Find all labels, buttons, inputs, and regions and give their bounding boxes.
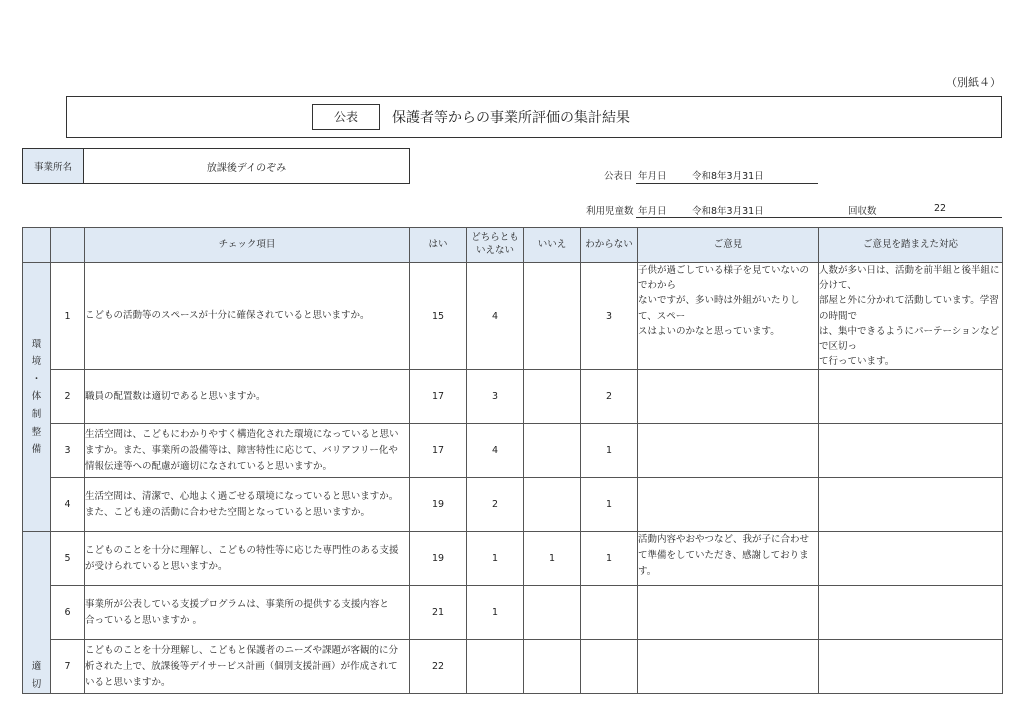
header-check-item: チェック項目	[85, 228, 410, 263]
opinion-text: 活動内容やおやつなど、我が子に合わせ て準備をしていただき、感謝しておりま す。	[638, 532, 819, 586]
row-number: 1	[51, 263, 85, 370]
count-yes: 17	[410, 424, 467, 478]
header-unknown: わからない	[581, 228, 638, 263]
table-row	[23, 370, 1003, 424]
count-unknown	[581, 586, 638, 640]
opinion-text	[638, 424, 819, 478]
user-count-date-unit: 年月日	[638, 206, 667, 217]
table-row	[23, 424, 1003, 478]
category-appropriate: 適 切	[23, 532, 51, 694]
count-neither: 4	[467, 424, 524, 478]
question-text: こどものことを十分に理解し、こどもの特性等に応じた専門性のある支援 が受けられていると思いますか。	[85, 532, 410, 586]
user-count-label: 利用児童数	[586, 206, 634, 217]
opinion-text	[638, 640, 819, 694]
row-number: 6	[51, 586, 85, 640]
count-neither: 1	[467, 586, 524, 640]
table-row	[23, 478, 1003, 532]
opinion-text	[638, 370, 819, 424]
header-yes: はい	[410, 228, 467, 263]
table-row	[23, 532, 1003, 586]
response-text: 人数が多い日は、活動を前半組と後半組に分けて、 部屋と外に分かれて活動しています。学習の時間で は、集中できるようにパーテーションなどで区切っ て行っています。	[819, 263, 1003, 370]
response-text	[819, 586, 1003, 640]
response-text	[819, 640, 1003, 694]
row-number: 5	[51, 532, 85, 586]
count-no	[524, 640, 581, 694]
collected-label: 回収数	[848, 206, 877, 217]
office-name-label: 事業所名	[23, 149, 84, 183]
opinion-text	[638, 586, 819, 640]
count-yes: 22	[410, 640, 467, 694]
table-header-row	[23, 228, 1003, 263]
publish-date-label: 公表日	[604, 171, 633, 182]
count-unknown: 1	[581, 532, 638, 586]
opinion-text: 子供が過ごしている様子を見ていないのでわから ないですが、多い時は外組がいたりして、スペー スはよいのかなと思っています。	[638, 263, 819, 370]
count-unknown: 1	[581, 478, 638, 532]
count-unknown: 2	[581, 370, 638, 424]
count-unknown: 1	[581, 424, 638, 478]
count-no: 1	[524, 532, 581, 586]
response-text	[819, 424, 1003, 478]
count-yes: 21	[410, 586, 467, 640]
header-number	[51, 228, 85, 263]
response-text	[819, 532, 1003, 586]
count-unknown	[581, 640, 638, 694]
header-no: いいえ	[524, 228, 581, 263]
appendix-label: （別紙４）	[946, 76, 1001, 89]
count-no	[524, 424, 581, 478]
question-text: 生活空間は、清潔で、心地よく過ごせる環境になっていると思いますか。 また、こども達の活動に合わせた空間となっていると思いますか。	[85, 478, 410, 532]
response-text	[819, 370, 1003, 424]
question-text: こどものことを十分理解し、こどもと保護者のニーズや課題が客観的に分 析された上で、放課後等デイサービス計画（個別支援計画）が作成されて いると思いますか。	[85, 640, 410, 694]
header-category	[23, 228, 51, 263]
count-no	[524, 263, 581, 370]
header-opinion: ご意見	[638, 228, 819, 263]
table-row	[23, 263, 1003, 370]
count-neither: 4	[467, 263, 524, 370]
collected-count: 22	[934, 203, 947, 214]
question-text: こどもの活動等のスペースが十分に確保されていると思いますか。	[85, 263, 410, 370]
user-count-date-value: 令和8年3月31日	[692, 206, 764, 217]
row-number: 7	[51, 640, 85, 694]
count-no	[524, 586, 581, 640]
count-unknown: 3	[581, 263, 638, 370]
table-row	[23, 586, 1003, 640]
count-neither: 3	[467, 370, 524, 424]
count-yes: 17	[410, 370, 467, 424]
count-yes: 19	[410, 478, 467, 532]
table-row	[23, 640, 1003, 694]
question-text: 生活空間は、こどもにわかりやすく構造化された環境になっていると思い ますか。また、事業所の設備等は、障害特性に応じて、バリアフリー化や 情報伝達等への配慮が適切になされていると思いますか。	[85, 424, 410, 478]
office-name-value: 放課後デイのぞみ	[206, 162, 287, 174]
publish-date-value: 令和8年3月31日	[692, 171, 764, 182]
count-no	[524, 370, 581, 424]
count-yes: 15	[410, 263, 467, 370]
publish-date-underline	[636, 183, 818, 184]
count-neither: 1	[467, 532, 524, 586]
question-text: 職員の配置数は適切であると思いますか。	[85, 370, 410, 424]
question-text: 事業所が公表している支援プログラムは、事業所の提供する支援内容と 合っていると思いますか 。	[85, 586, 410, 640]
publish-date-unit: 年月日	[638, 171, 667, 182]
page-title: 保護者等からの事業所評価の集計結果	[392, 110, 630, 126]
count-neither	[467, 640, 524, 694]
count-neither: 2	[467, 478, 524, 532]
row-number: 3	[51, 424, 85, 478]
opinion-text	[638, 478, 819, 532]
row-number: 2	[51, 370, 85, 424]
public-badge: 公表	[312, 104, 380, 130]
category-environment: 環 境 ・ 体 制 整 備	[23, 263, 51, 532]
header-response: ご意見を踏まえた対応	[819, 228, 1003, 263]
response-text	[819, 478, 1003, 532]
row-number: 4	[51, 478, 85, 532]
user-count-underline	[636, 217, 1002, 218]
count-no	[524, 478, 581, 532]
count-yes: 19	[410, 532, 467, 586]
evaluation-table	[22, 227, 1003, 694]
header-neither: どちらとも いえない	[467, 228, 524, 263]
office-name-table	[22, 148, 410, 184]
